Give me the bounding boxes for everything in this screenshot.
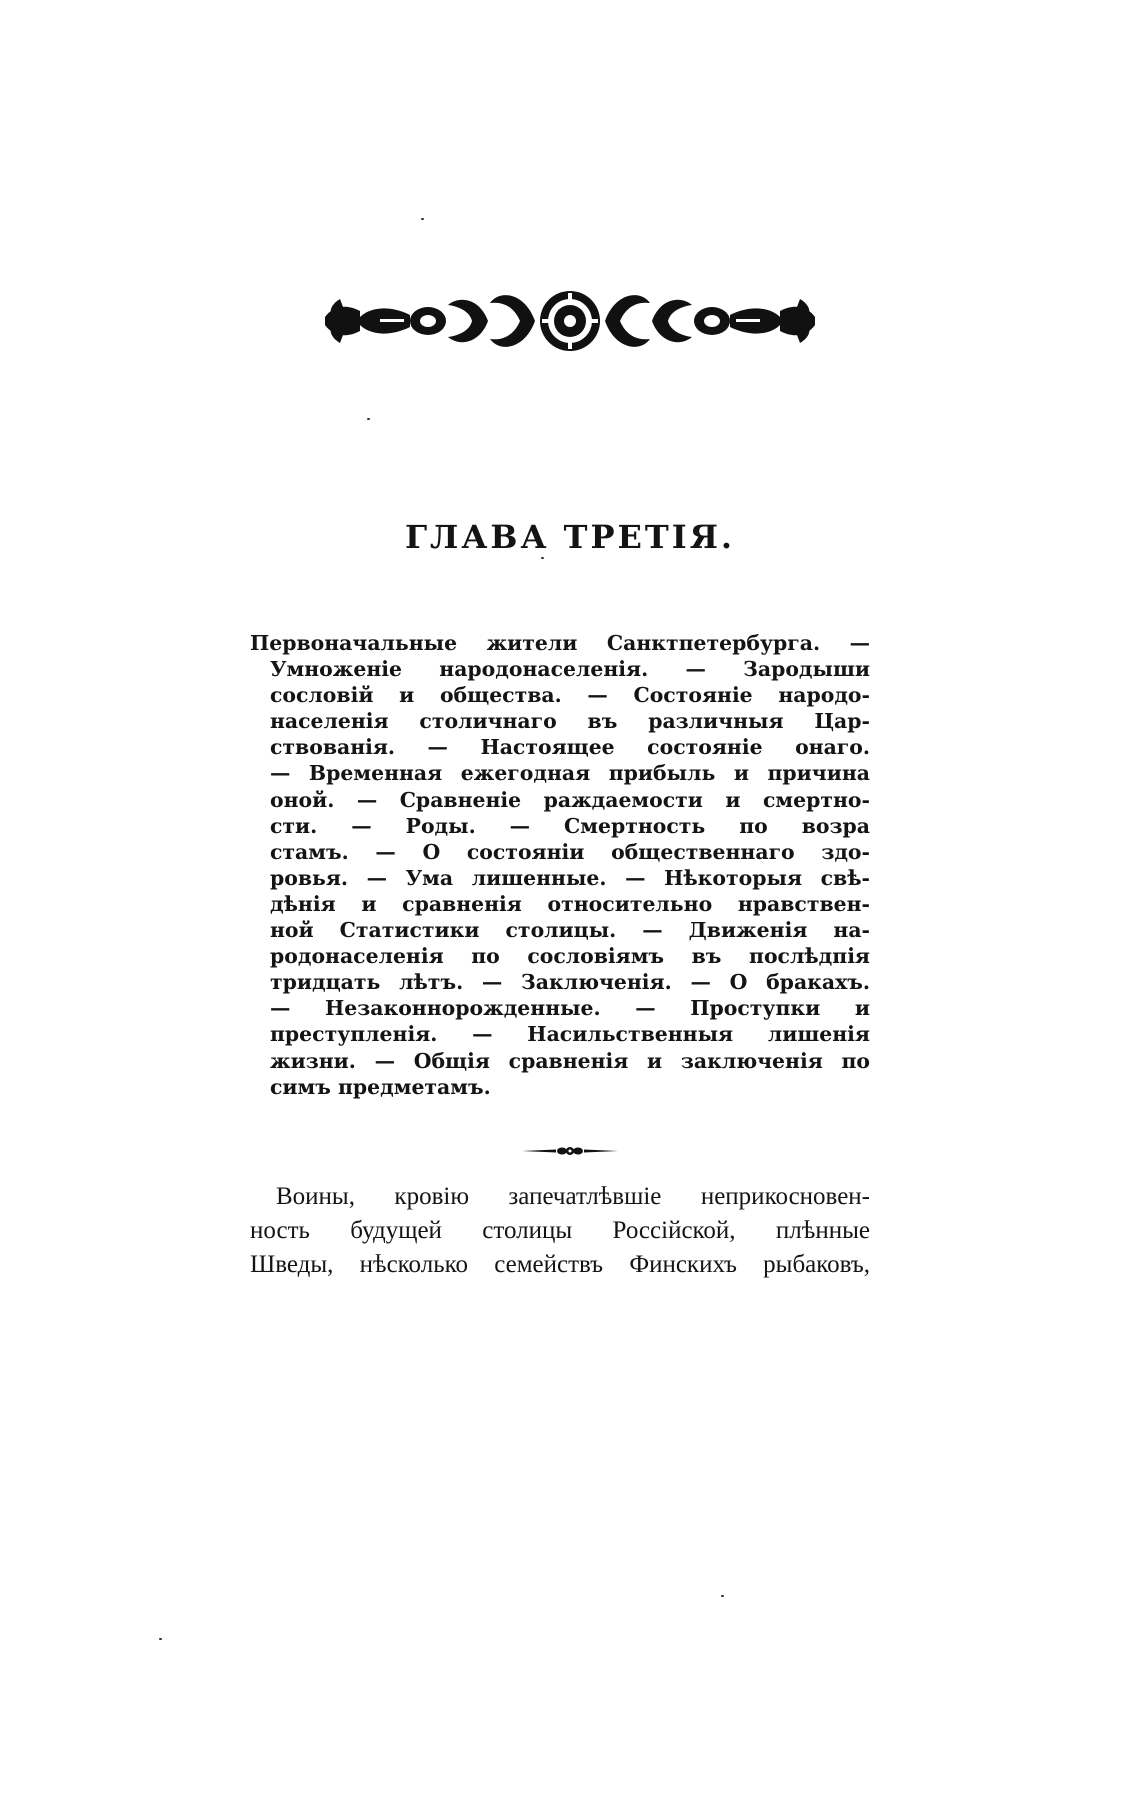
scan-speck [421, 218, 424, 220]
chapter-summary [250, 630, 870, 1100]
body-text [250, 1180, 870, 1282]
summary-line: ствованія. — Настоящее состояніе онаго. [270, 735, 870, 760]
summary-line: дѣнія и сравненія относительно нравствен- [270, 891, 870, 916]
divider-ornament [520, 1143, 620, 1159]
headpiece-ornament [320, 285, 820, 357]
scan-speck [721, 1595, 724, 1597]
body-line: ность будущей столицы Россійской, плѣнные [250, 1217, 870, 1244]
summary-line: оной. — Сравненіе раждаемости и смертно- [270, 787, 870, 812]
summary-line: жизни. — Общія сравненія и заключенія по [270, 1048, 870, 1073]
scan-speck [367, 418, 370, 420]
summary-line: симъ предметамъ. [270, 1074, 491, 1099]
summary-line: — Незаконнорожденные. — Проступки и [270, 996, 870, 1021]
summary-line: населенія столичнаго въ различныя Цар- [270, 709, 870, 734]
body-line: Шведы, нѣсколько семействъ Финскихъ рыбаковъ, [250, 1251, 870, 1278]
summary-line: — Временная ежегодная прибыль и причина [270, 761, 870, 786]
summary-line: ровья. — Ума лишенные. — Нѣкоторыя свѣ- [270, 865, 870, 890]
body-line: Воины, кровію запечатлѣвшіе неприкосновен- [276, 1183, 870, 1210]
summary-line: Первоначальные жители Санктпетербурга. — [250, 631, 870, 655]
summary-line: сословій и общества. — Состояніе народо- [270, 683, 870, 708]
summary-line: сти. — Роды. — Смертность по возра [270, 813, 870, 838]
summary-line: преступленія. — Насильственныя лишенія [270, 1022, 870, 1047]
summary-line: стамъ. — О состояніи общественнаго здо- [270, 839, 870, 864]
chapter-title: ГЛАВА ТРЕТІЯ. [404, 518, 736, 556]
summary-line: ной Статистики столицы. — Движенія на- [270, 918, 870, 943]
summary-line: Умноженіе народонаселенія. — Зародыши [270, 657, 870, 682]
summary-line: тридцать лѣтъ. — Заключенія. — О бракахъ. [270, 970, 870, 995]
summary-line: родонаселенія по сословіямъ въ послѣдпія [270, 944, 870, 969]
scan-speck [159, 1638, 162, 1640]
scan-speck [541, 557, 544, 559]
